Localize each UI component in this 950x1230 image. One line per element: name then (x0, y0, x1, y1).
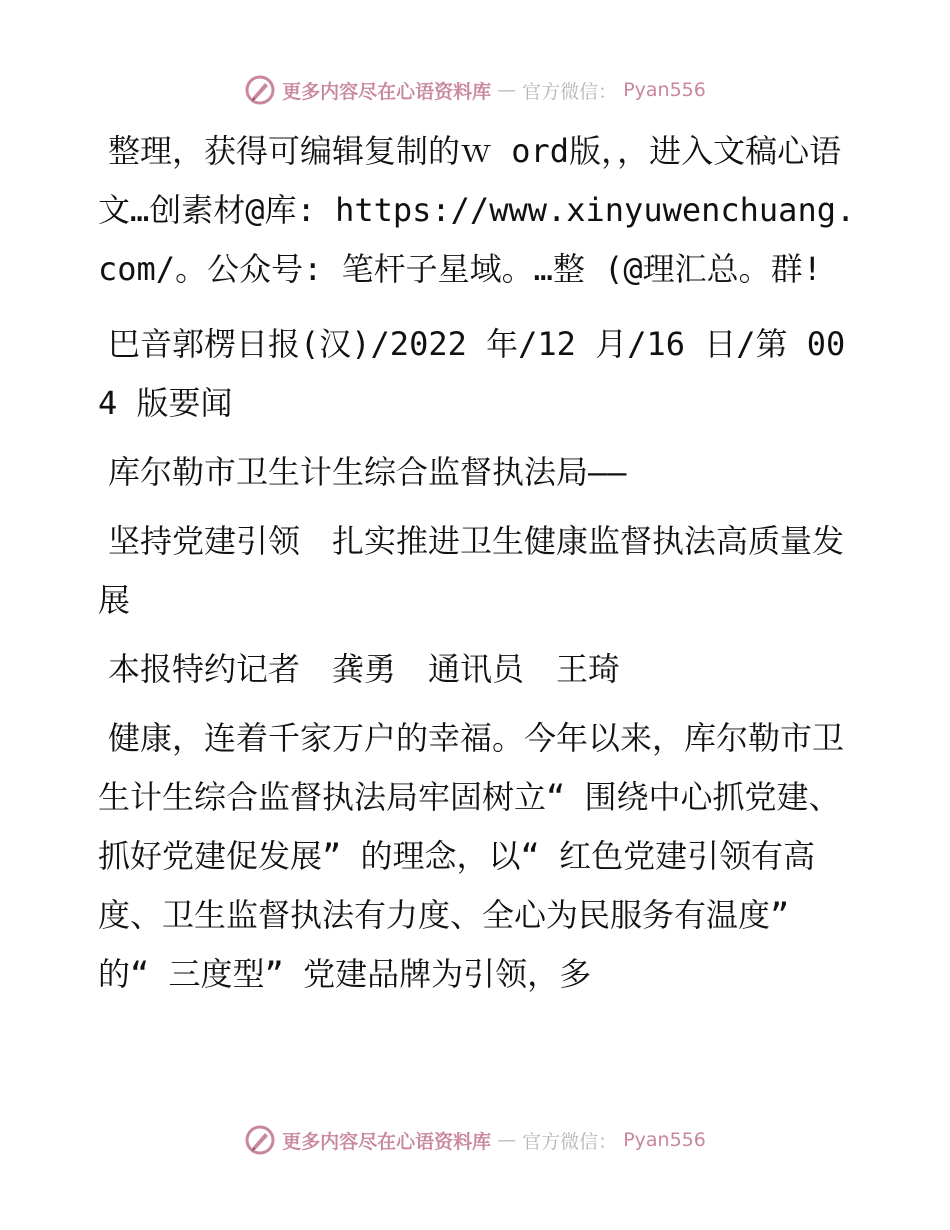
banner-wechat-label: 官方微信： (522, 1130, 618, 1153)
article-headline: 坚持党建引领 扎实推进卫生健康监督执法高质量发展 (98, 522, 845, 619)
banner-main-text: 更多内容尽在心语资料库 (282, 1130, 492, 1153)
banner-dash: — (497, 1129, 517, 1151)
intro-paragraph: 整理，获得可编辑复制的ｗ ord版，，进入文稿心语文…创素材@库: https://www.xinyuwenchuang.com/。公众号: 笔杆子星域。…整 (@理汇总。群! (98, 132, 856, 288)
footer-watermark-banner (0, 1120, 950, 1160)
banner-wechat-id: Pyan556 (623, 1129, 706, 1151)
banner-wechat-id: Pyan556 (623, 79, 706, 101)
banner-wechat-label: 官方微信： (522, 80, 618, 103)
pen-seal-logo-icon (244, 74, 276, 106)
source-line: 巴音郭楞日报(汉)/2022 年/12 月/16 日/第 004 版要闻 (98, 325, 846, 422)
header-watermark-banner (0, 70, 950, 110)
article-kicker: 库尔勒市卫生计生综合监督执法局—— (108, 453, 627, 491)
article-byline: 本报特约记者 龚勇 通讯员 王琦 (108, 650, 621, 688)
pen-seal-logo-icon (244, 1124, 276, 1156)
banner-main-text: 更多内容尽在心语资料库 (282, 80, 492, 103)
document-body (98, 122, 858, 1004)
banner-dash: — (497, 79, 517, 101)
article-body-paragraph: 健康，连着千家万户的幸福。今年以来，库尔勒市卫生计生综合监督执法局牢固树立“ 围绕中心抓党建、抓好党建促发展” 的理念，以“ 红色党建引领有高度、卫生监督执法有力度、全心为民服务有温度” 的“ 三度型” 党建品牌为引领，多 (98, 719, 845, 993)
